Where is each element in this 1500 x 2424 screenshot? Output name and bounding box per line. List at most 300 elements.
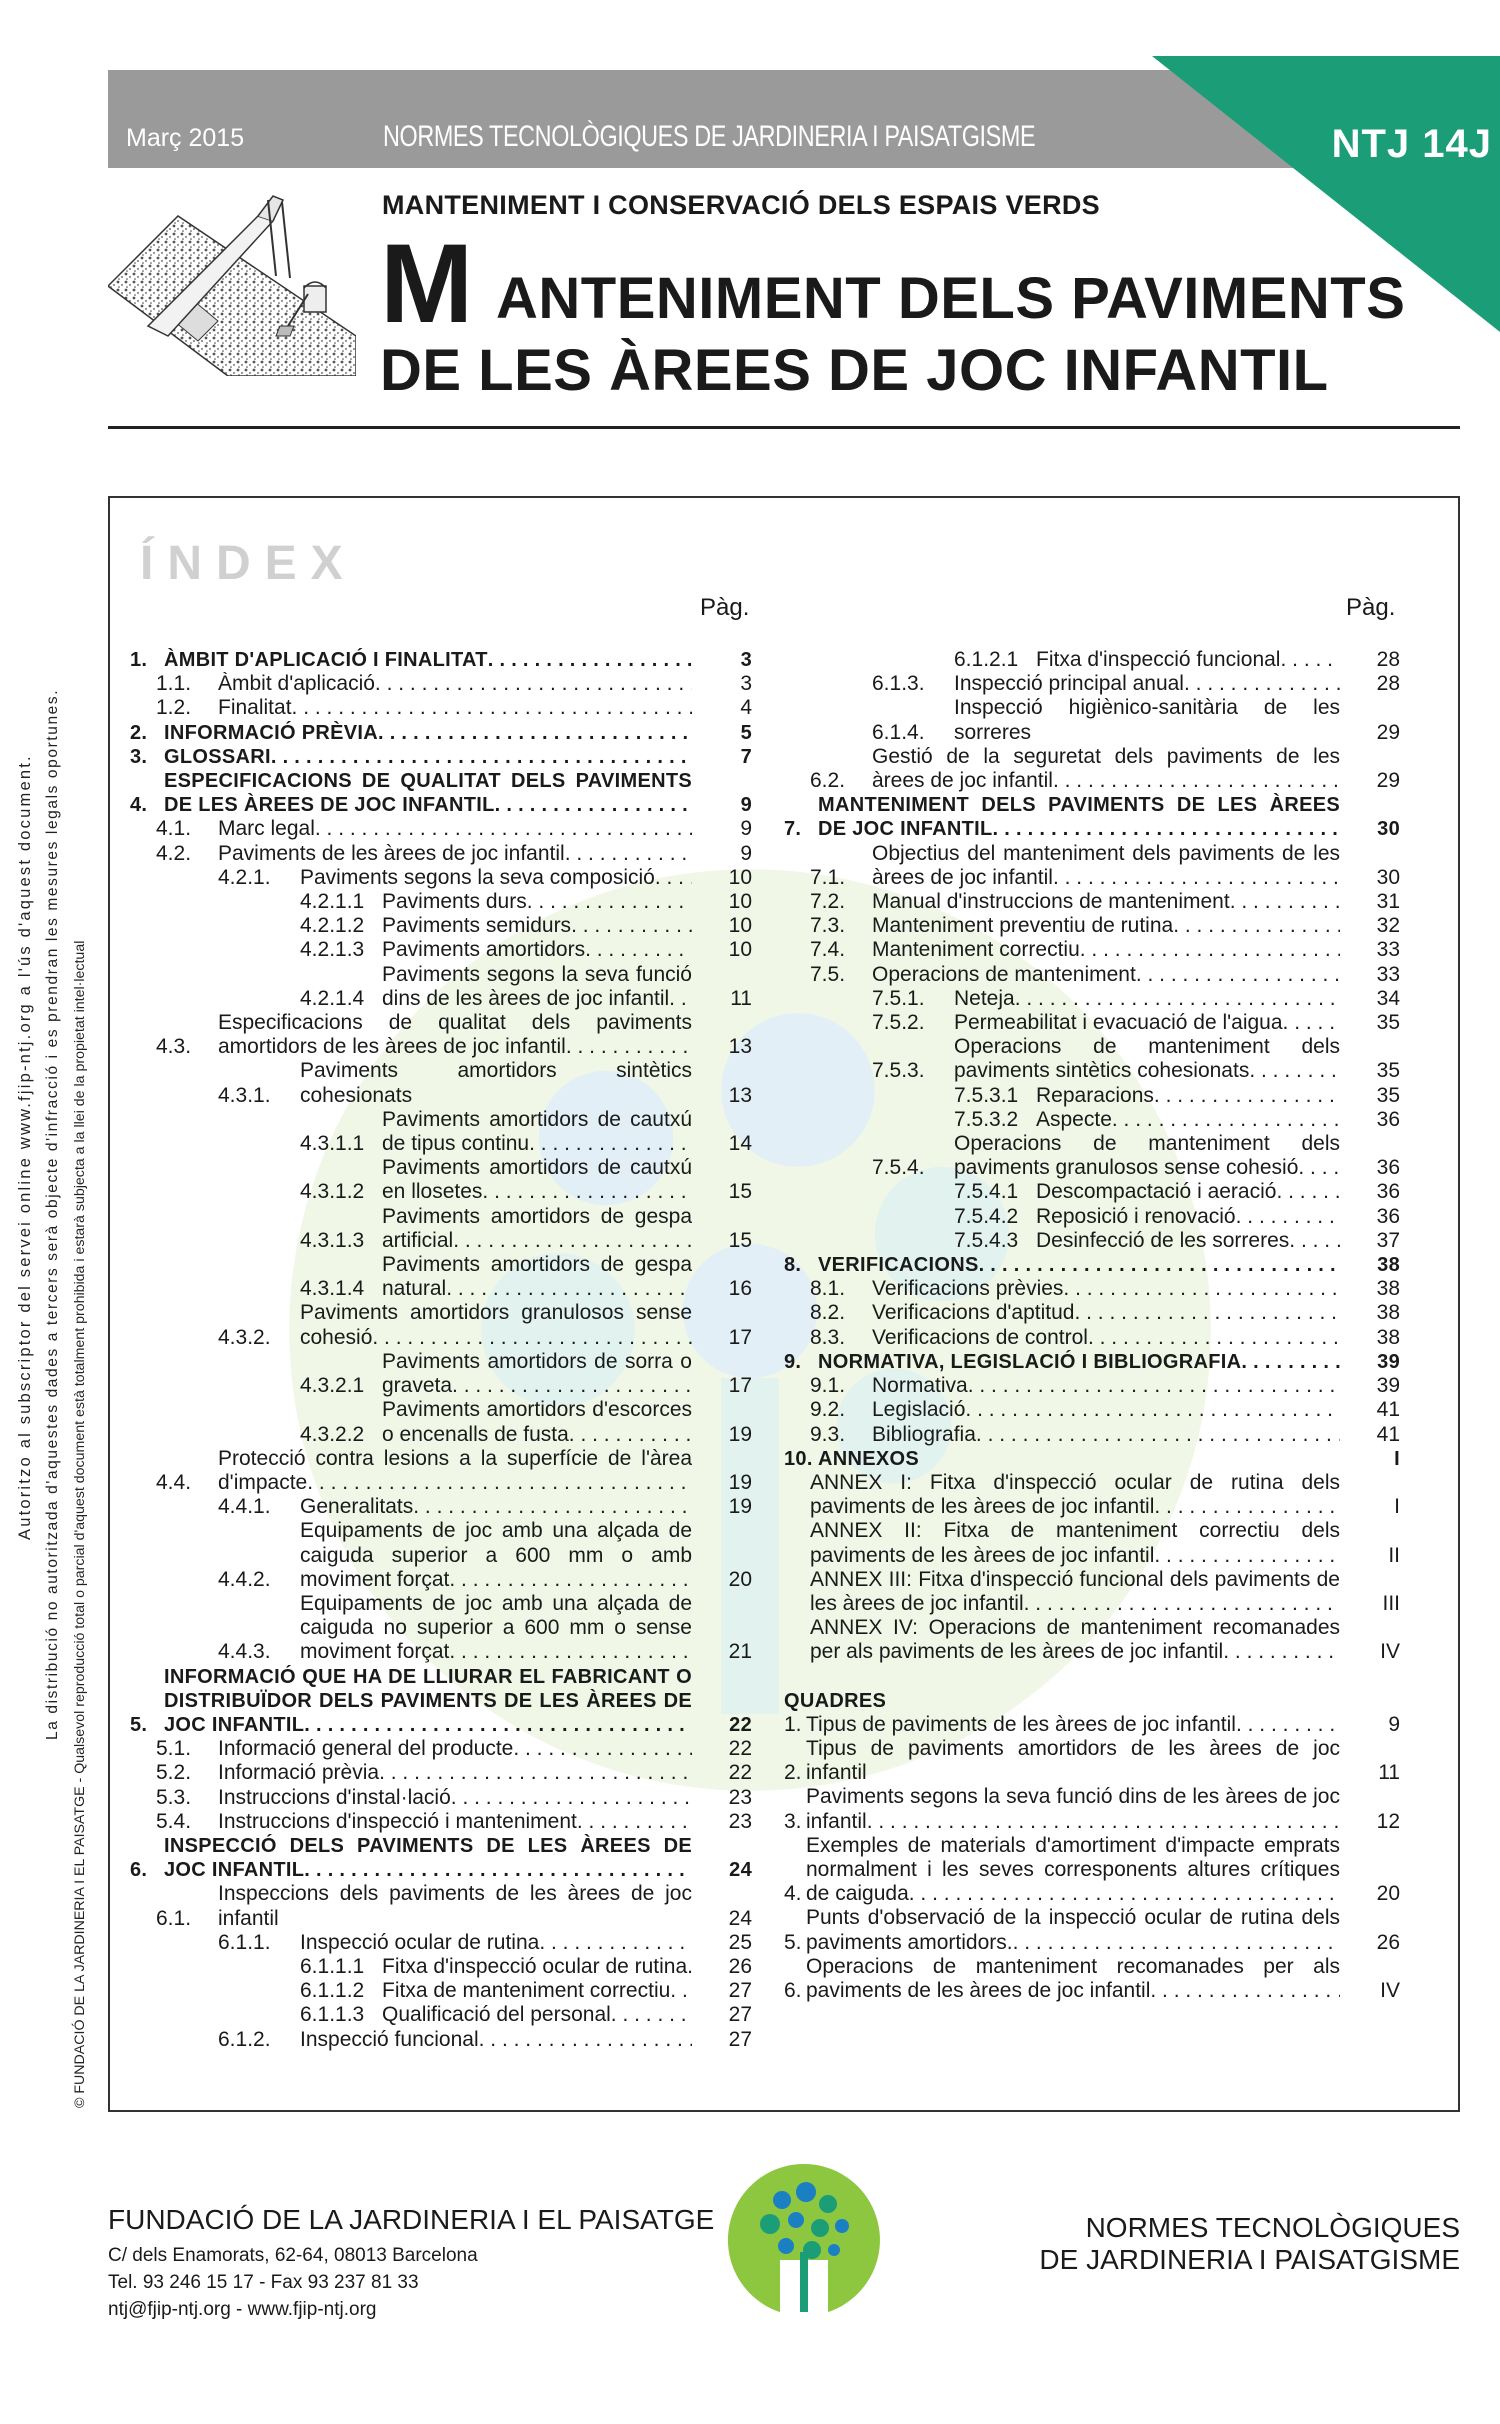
toc-entry-number: 4.3.2.1 xyxy=(300,1374,365,1398)
toc-entry-page: 15 xyxy=(728,1180,752,1204)
toc-entry-number: 7. xyxy=(784,818,802,841)
toc-entry xyxy=(784,1955,1400,2003)
toc-entry-number: 1. xyxy=(130,649,148,671)
toc-entry-page: 26 xyxy=(728,1954,752,1978)
toc-entry-title: Inspecció ocular de rutina . . . xyxy=(300,1931,692,1955)
title-initial: M xyxy=(380,221,474,346)
toc-entry xyxy=(130,914,752,938)
toc-entry xyxy=(784,842,1400,890)
toc-entry xyxy=(130,1761,752,1785)
toc-entry-page: 41 xyxy=(1376,1422,1400,1446)
toc-entry-number: 5.4. xyxy=(156,1809,192,1833)
toc-entry-title: Bibliografia . . . xyxy=(872,1423,1340,1447)
toc-entry xyxy=(784,1253,1400,1277)
toc-entry-title: Inspecció principal anual . . . xyxy=(954,672,1340,696)
toc-entry-title: Paviments amortidors de cautxú en llosetes . . . xyxy=(382,1156,692,1204)
toc-entry xyxy=(130,1205,752,1253)
toc-entry-number: 7.5.2. xyxy=(872,1011,925,1035)
toc-entry-number: 7.5.3.1 xyxy=(954,1083,1019,1107)
toc-entry-number: 6.1.1.2 xyxy=(300,1979,365,2003)
toc-entry-title: Paviments de les àrees de joc infantil . . . xyxy=(218,842,692,866)
toc-entry-number: 4.3. xyxy=(156,1035,192,1059)
toc-entry xyxy=(130,1495,752,1519)
toc-entry-title: Tipus de paviments amortidors de les àrees de joc infantil xyxy=(806,1736,1340,1785)
toc-entry-number: 7.3. xyxy=(810,914,846,938)
toc-entry xyxy=(784,1132,1400,1180)
toc-left-column xyxy=(130,648,752,2052)
toc-entry-number: 7.4. xyxy=(810,938,846,962)
page-column-label-left: Pàg. xyxy=(700,594,750,621)
toc-entry-number: 6. xyxy=(784,1978,802,2002)
toc-entry-page: 7 xyxy=(740,745,752,768)
toc-entry-number: 6.1.3. xyxy=(872,672,925,696)
toc-entry-number: 6.1. xyxy=(156,1906,192,1930)
toc-entry xyxy=(130,2003,752,2027)
toc-entry-page: 20 xyxy=(728,1567,752,1591)
toc-entry xyxy=(784,963,1400,987)
toc-entry-title: Inspecció funcional . . . xyxy=(300,2028,692,2052)
toc-entry xyxy=(130,1592,752,1665)
toc-entry-title: Tipus de paviments de les àrees de joc infantil . . . xyxy=(806,1713,1340,1737)
toc-entry-page: I xyxy=(1394,1495,1400,1519)
playground-slide-illustration xyxy=(108,176,356,376)
toc-entry-title: Qualificació del personal . . . xyxy=(382,2003,692,2027)
toc-entry-title: NORMATIVA, LEGISLACIÓ I BIBLIOGRAFIA . . . xyxy=(818,1350,1340,1374)
norm-code: NTJ 14J xyxy=(1331,122,1492,166)
toc-entry-page: 36 xyxy=(1376,1204,1400,1228)
toc-entry xyxy=(784,1713,1400,1737)
toc-entry xyxy=(130,1519,752,1592)
toc-entry-title: Àmbit d'aplicació . . . xyxy=(218,672,692,696)
side-notice-distribution: La distribució no autoritzada d'aquestes dades a tercers serà objecte d'infracció i es prendran les mesures legals oportunes. xyxy=(44,688,61,1740)
toc-entry xyxy=(130,2028,752,2052)
toc-entry-title: Paviments segons la seva funció dins de les àrees de joc infantil . . . xyxy=(806,1785,1340,1833)
toc-entry xyxy=(784,1374,1400,1398)
toc-entry-title: ANNEX I: Fitxa d'inspecció ocular de rutina dels paviments de les àrees de joc infantil . . . xyxy=(810,1471,1340,1519)
toc-entry-title: Exemples de materials d'amortiment d'impacte emprats normalment i les seves corresponents altures crítiques de caiguda . . . xyxy=(806,1834,1340,1907)
toc-entry-page: 29 xyxy=(1376,769,1400,793)
toc-entry-page: 35 xyxy=(1376,1059,1400,1083)
toc-entry-number: 4.3.1.2 xyxy=(300,1180,365,1204)
toc-entry-number: 8.3. xyxy=(810,1325,846,1349)
toc-entry-title: Manual d'instruccions de manteniment . . . xyxy=(872,890,1340,914)
toc-entry-number: 4.4.1. xyxy=(218,1495,271,1519)
toc-entry-number: 3. xyxy=(130,745,148,768)
toc-entry-title: Gestió de la seguretat dels paviments de les àrees de joc infantil . . . xyxy=(872,745,1340,793)
toc-entry-number: 7.5.3.2 xyxy=(954,1107,1019,1131)
toc-entry-page: 41 xyxy=(1376,1398,1400,1422)
toc-entry-number: 7.5. xyxy=(810,962,846,986)
toc-entry xyxy=(784,672,1400,696)
toc-entry-title: Operacions de manteniment dels paviments sintètics cohesionats . . . xyxy=(954,1035,1340,1083)
toc-entry-title: Normativa . . . xyxy=(872,1374,1340,1398)
toc-entry-title: Paviments amortidors granulosos sense cohesió . . . xyxy=(300,1301,692,1349)
toc-entry-page: 36 xyxy=(1376,1180,1400,1204)
toc-entry xyxy=(784,1205,1400,1229)
toc-entry-title: ANNEX II: Fitxa de manteniment correctiu dels paviments de les àrees de joc infantil . . . xyxy=(810,1519,1340,1567)
toc-entry-number: 1.1. xyxy=(156,672,192,696)
toc-entry-title: Paviments durs . . . xyxy=(382,890,692,914)
toc-entry xyxy=(784,696,1400,744)
toc-entry-title: GLOSSARI . . . xyxy=(164,745,692,769)
toc-entry-page: 23 xyxy=(728,1809,752,1833)
toc-entry-number: 4.4. xyxy=(156,1470,192,1494)
toc-entry-page: 20 xyxy=(1376,1882,1400,1906)
toc-entry-number: 6.1.1.1 xyxy=(300,1954,365,1978)
toc-entry xyxy=(784,1326,1400,1350)
toc-entry-number: 5.2. xyxy=(156,1761,192,1785)
title-line-1: ANTENIMENT DELS PAVIMENTS xyxy=(496,266,1406,331)
toc-entry-number: 4.3.1.1 xyxy=(300,1132,365,1156)
toc-entry-number: 4. xyxy=(130,794,148,817)
toc-entry-number: 6.1.2. xyxy=(218,2027,271,2051)
toc-entry-title: Fitxa d'inspecció ocular de rutina . . . xyxy=(382,1955,692,1979)
toc-entry-title: Objectius del manteniment dels paviments de les àrees de joc infantil . . . xyxy=(872,842,1340,890)
toc-entry-number: 4.2.1.2 xyxy=(300,914,365,938)
toc-entry-title: Marc legal . . . xyxy=(218,817,692,841)
header-divider xyxy=(108,426,1460,429)
toc-entry xyxy=(784,1568,1400,1616)
toc-entry-page: 32 xyxy=(1376,914,1400,938)
toc-entry-page: 37 xyxy=(1376,1228,1400,1252)
toc-entry xyxy=(130,1834,752,1882)
toc-entry-number: 10. xyxy=(784,1447,813,1470)
toc-entry-number: 8.2. xyxy=(810,1301,846,1325)
toc-entry-number: 4.3.1. xyxy=(218,1083,271,1107)
toc-entry xyxy=(130,1737,752,1761)
toc-entry-title: Fitxa d'inspecció funcional . . . xyxy=(1036,648,1340,672)
toc-entry-title: INFORMACIÓ QUE HA DE LLIURAR EL FABRICANT O DISTRIBUÏDOR DELS PAVIMENTS DE LES ÀREES DE JOC INFANTIL . . . xyxy=(164,1665,692,1738)
toc-entry-page: 35 xyxy=(1376,1011,1400,1035)
toc-entry-number: 6.2. xyxy=(810,769,846,793)
side-notice-authorization: Autoritzo al subscriptor del servei online www.fjip-ntj.org a l'ús d'aquest document. xyxy=(16,754,34,1540)
toc-entry-page: 38 xyxy=(1376,1277,1400,1301)
toc-entry xyxy=(130,1059,752,1107)
toc-entry-page: 36 xyxy=(1376,1107,1400,1131)
toc-entry-title: Neteja . . . xyxy=(954,987,1340,1011)
toc-entry-number: 9.2. xyxy=(810,1398,846,1422)
toc-entry-title: Verificacions de control . . . xyxy=(872,1326,1340,1350)
footer-series xyxy=(1039,2212,1460,2276)
toc-entry-number: 7.5.3. xyxy=(872,1059,925,1083)
toc-entry xyxy=(784,1084,1400,1108)
toc-entry-title: Fitxa de manteniment correctiu . . . xyxy=(382,1979,692,2003)
toc-entry-number: 6.1.1. xyxy=(218,1930,271,1954)
toc-entry-number: 5.1. xyxy=(156,1737,192,1761)
toc-entry xyxy=(130,938,752,962)
toc-entry-title: Verificacions prèvies . . . xyxy=(872,1277,1340,1301)
toc-entry-title: Paviments amortidors d'escorces o encenalls de fusta . . . xyxy=(382,1398,692,1446)
toc-entry-number: 1. xyxy=(784,1712,802,1736)
toc-entry-title: Instruccions d'inspecció i manteniment . . . xyxy=(218,1810,692,1834)
toc-entry xyxy=(130,866,752,890)
toc-entry-title: Especificacions de qualitat dels paviments amortidors de les àrees de joc infantil . . . xyxy=(218,1011,692,1059)
toc-entry-number: 4.3.2. xyxy=(218,1325,271,1349)
toc-entry xyxy=(130,1931,752,1955)
toc-entry-page: II xyxy=(1388,1543,1400,1567)
page-column-label-right: Pàg. xyxy=(1346,594,1396,621)
toc-entry xyxy=(784,1423,1400,1447)
toc-entry xyxy=(784,890,1400,914)
toc-entry-page: IV xyxy=(1380,1640,1400,1664)
toc-entry-number: 6.1.2.1 xyxy=(954,648,1019,671)
toc-entry-page: 19 xyxy=(728,1495,752,1519)
toc-entry-page: 27 xyxy=(728,2003,752,2027)
toc-entry xyxy=(130,648,752,672)
toc-entry xyxy=(130,1882,752,1930)
toc-entry-page: 10 xyxy=(728,914,752,938)
toc-entry-number: 6.1.4. xyxy=(872,720,925,744)
toc-entry-title: Informació prèvia . . . xyxy=(218,1761,692,1785)
toc-entry xyxy=(784,1277,1400,1301)
toc-entry-title: Paviments semidurs . . . xyxy=(382,914,692,938)
toc-entry-title: MANTENIMENT DELS PAVIMENTS DE LES ÀREES DE JOC INFANTIL . . . xyxy=(818,793,1340,841)
toc-entry xyxy=(130,721,752,745)
toc-entry xyxy=(784,1398,1400,1422)
footer-web: ntj@fjip-ntj.org - www.fjip-ntj.org xyxy=(108,2299,377,2320)
series-title: NORMES TECNOLÒGIQUES DE JARDINERIA I PAISATGISME xyxy=(383,120,1036,153)
toc-entry-title: Inspecció higiènico-sanitària de les sorreres xyxy=(954,696,1340,744)
toc-entry-number: 4.4.2. xyxy=(218,1567,271,1591)
toc-entry-page: 13 xyxy=(728,1083,752,1107)
toc-entry-number: 4.4.3. xyxy=(218,1640,271,1664)
toc-entry xyxy=(130,1011,752,1059)
toc-entry xyxy=(784,793,1400,841)
footer-series-line-2: DE JARDINERIA I PAISATGISME xyxy=(1039,2244,1460,2275)
toc-entry-page: 4 xyxy=(740,696,752,720)
document-subtitle: MANTENIMENT I CONSERVACIÓ DELS ESPAIS VERDS xyxy=(382,190,1100,220)
toc-entry-number: 7.2. xyxy=(810,890,846,914)
toc-entry xyxy=(784,938,1400,962)
toc-entry-page: 16 xyxy=(728,1277,752,1301)
toc-entry-number: 4.2.1.4 xyxy=(300,986,365,1010)
toc-entry-number: 7.1. xyxy=(810,865,846,889)
toc-entry-page: 28 xyxy=(1376,648,1400,671)
toc-entry xyxy=(130,769,752,817)
toc-entry-title: Paviments amortidors de cautxú de tipus continu . . . xyxy=(382,1108,692,1156)
toc-entry xyxy=(130,672,752,696)
toc-entry-number: 4.2.1.3 xyxy=(300,938,365,962)
toc-entry-page: 36 xyxy=(1376,1156,1400,1180)
toc-entry-title: Aspecte . . . xyxy=(1036,1108,1340,1132)
toc-entry xyxy=(130,1786,752,1810)
toc-entry xyxy=(784,1229,1400,1253)
toc-entry xyxy=(130,1301,752,1349)
toc-entry xyxy=(784,1035,1400,1083)
toc-entry xyxy=(784,1180,1400,1204)
toc-entry-page: 23 xyxy=(728,1785,752,1809)
foundation-logo xyxy=(724,2160,884,2328)
toc-entry xyxy=(130,963,752,1011)
toc-entry-title: Operacions de manteniment recomanades per als paviments de les àrees de joc infantil . . . xyxy=(806,1955,1340,2003)
toc-entry xyxy=(784,987,1400,1011)
toc-entry-title: INSPECCIÓ DELS PAVIMENTS DE LES ÀREES DE JOC INFANTIL . . . xyxy=(164,1834,692,1882)
toc-entry xyxy=(130,817,752,841)
toc-entry xyxy=(784,914,1400,938)
toc-entry-page: 33 xyxy=(1376,938,1400,962)
toc-entry xyxy=(784,648,1400,672)
toc-entry-number: 4.3.1.4 xyxy=(300,1277,365,1301)
toc-entry xyxy=(130,745,752,769)
toc-entry-page: III xyxy=(1382,1591,1400,1615)
toc-entry-page: 5 xyxy=(740,721,752,744)
toc-entry xyxy=(130,1810,752,1834)
toc-entry-page: 13 xyxy=(728,1035,752,1059)
toc-entry-page: 10 xyxy=(728,890,752,914)
toc-entry-title: Manteniment correctiu . . . xyxy=(872,938,1340,962)
toc-entry-title: Instruccions d'instal·lació . . . xyxy=(218,1786,692,1810)
toc-entry-title: Paviments segons la seva composició . . . xyxy=(300,866,692,890)
toc-entry-page: 38 xyxy=(1377,1254,1400,1277)
toc-entry-number: 6. xyxy=(130,1859,148,1882)
toc-entry xyxy=(130,1253,752,1301)
toc-entry-title: Desinfecció de les sorreres . . . xyxy=(1036,1229,1340,1253)
toc-entry-number: 8. xyxy=(784,1254,802,1277)
toc-entry-page: 9 xyxy=(740,841,752,865)
toc-entry xyxy=(130,1350,752,1398)
toc-entry-number: 7.5.4.1 xyxy=(954,1180,1019,1204)
toc-entry-title: INFORMACIÓ PRÈVIA . . . xyxy=(164,721,692,745)
toc-entry-page: 17 xyxy=(728,1325,752,1349)
toc-entry-title: Protecció contra lesions a la superfície de l'àrea d'impacte . . . xyxy=(218,1447,692,1495)
toc-entry-number: 9.1. xyxy=(810,1374,846,1398)
toc-entry-page: 31 xyxy=(1376,890,1400,914)
toc-entry-page: 12 xyxy=(1376,1809,1400,1833)
toc-entry-page: 33 xyxy=(1376,962,1400,986)
toc-entry-title: Verificacions d'aptitud . . . xyxy=(872,1301,1340,1325)
toc-entry-number: 6.1.1.3 xyxy=(300,2003,365,2027)
toc-entry-page: 39 xyxy=(1376,1374,1400,1398)
toc-entry-number: 5. xyxy=(130,1713,148,1736)
toc-entry-page: 3 xyxy=(740,649,752,671)
toc-entry-page: IV xyxy=(1380,1978,1400,2002)
toc-entry-title: Paviments amortidors . . . xyxy=(382,938,692,962)
toc-entry xyxy=(130,890,752,914)
toc-entry-title: Equipaments de joc amb una alçada de caiguda no superior a 600 mm o sense moviment forçat . . . xyxy=(300,1592,692,1665)
toc-entry-number: 4.2.1.1 xyxy=(300,890,365,914)
toc-entry-number: 4.3.2.2 xyxy=(300,1422,365,1446)
toc-entry-number: 2. xyxy=(784,1761,802,1785)
toc-entry-title: Reparacions . . . xyxy=(1036,1084,1340,1108)
toc-entry-title: Paviments amortidors de sorra o graveta . . . xyxy=(382,1350,692,1398)
index-title: ÍNDEX xyxy=(140,537,357,590)
toc-entry-page: 38 xyxy=(1376,1325,1400,1349)
toc-entry-number: 9. xyxy=(784,1350,802,1373)
toc-entry-page: 21 xyxy=(728,1640,752,1664)
toc-entry-page: 15 xyxy=(728,1228,752,1252)
toc-entry-title: ANNEXOS xyxy=(818,1447,920,1470)
toc-entry xyxy=(130,696,752,720)
toc-entry-title: Paviments amortidors de gespa natural . . . xyxy=(382,1253,692,1301)
toc-entry-number: 3. xyxy=(784,1809,802,1833)
toc-entry xyxy=(784,1737,1400,1785)
toc-entry xyxy=(784,1350,1400,1374)
toc-entry-number: 7.5.1. xyxy=(872,986,925,1010)
toc-entry-title: Operacions de manteniment dels paviments granulosos sense cohesió . . . xyxy=(954,1132,1340,1180)
toc-entry-page: 19 xyxy=(728,1422,752,1446)
toc-entry-page: 9 xyxy=(1388,1712,1400,1736)
toc-entry-title: Descompactació i aeració . . . xyxy=(1036,1180,1340,1204)
toc-entry-title: Inspeccions dels paviments de les àrees de joc infantil xyxy=(218,1882,692,1930)
toc-entry-number: 7.5.4.3 xyxy=(954,1228,1019,1252)
toc-entry-number: 4.1. xyxy=(156,817,192,841)
toc-entry-page: 30 xyxy=(1377,818,1400,841)
toc-entry-page: 29 xyxy=(1376,720,1400,744)
toc-entry-title: Generalitats . . . xyxy=(300,1495,692,1519)
toc-entry-page: 22 xyxy=(728,1761,752,1785)
toc-entry-page: 3 xyxy=(740,672,752,696)
toc-entry xyxy=(130,1156,752,1204)
toc-entry-page: 35 xyxy=(1376,1083,1400,1107)
footer-series-line-1: NORMES TECNOLÒGIQUES xyxy=(1085,2212,1460,2243)
toc-entry-page: 38 xyxy=(1376,1301,1400,1325)
title-line-2: DE LES ÀREES DE JOC INFANTIL xyxy=(380,338,1329,403)
toc-entry xyxy=(130,1398,752,1446)
toc-entry-number: 1.2. xyxy=(156,696,192,720)
toc-entry-page: 27 xyxy=(728,1979,752,2003)
toc-entry-page: 39 xyxy=(1377,1350,1400,1373)
toc-entry-title: Equipaments de joc amb una alçada de caiguda superior a 600 mm o amb moviment forçat . . . xyxy=(300,1519,692,1592)
footer-phone: Tel. 93 246 15 17 - Fax 93 237 81 33 xyxy=(108,2272,419,2293)
toc-entry-number: 7.5.4. xyxy=(872,1156,925,1180)
toc-entry-title: Finalitat . . . xyxy=(218,696,692,720)
toc-entry-page: 34 xyxy=(1376,986,1400,1010)
toc-entry-page: 14 xyxy=(728,1132,752,1156)
quadres-title: QUADRES xyxy=(784,1689,887,1712)
toc-entry xyxy=(130,1665,752,1738)
toc-entry-title: Paviments segons la seva funció dins de les àrees de joc infantil . . . xyxy=(382,963,692,1011)
toc-entry-page: 28 xyxy=(1376,672,1400,696)
toc-entry-page: 24 xyxy=(728,1906,752,1930)
toc-entry xyxy=(784,1471,1400,1519)
toc-entry xyxy=(784,1616,1400,1664)
toc-entry-page: 11 xyxy=(730,986,752,1010)
toc-entry-page: 30 xyxy=(1376,865,1400,889)
toc-entry-title: ÀMBIT D'APLICACIÓ I FINALITAT . . . xyxy=(164,648,692,672)
footer-address: C/ dels Enamorats, 62-64, 08013 Barcelona xyxy=(108,2245,478,2266)
footer-organization: FUNDACIÓ DE LA JARDINERIA I EL PAISATGE xyxy=(108,2204,715,2235)
toc-entry-page: I xyxy=(1394,1447,1400,1470)
toc-entry-page: 24 xyxy=(729,1859,752,1882)
toc-entry-number: 5. xyxy=(784,1930,802,1954)
toc-entry xyxy=(784,1834,1400,1907)
toc-right-column xyxy=(784,648,1400,2003)
toc-entry-page: 10 xyxy=(728,865,752,889)
toc-entry-page: 11 xyxy=(1378,1761,1400,1785)
toc-entry-title: Paviments amortidors de gespa artificial . . . xyxy=(382,1205,692,1253)
toc-entry xyxy=(784,1447,1400,1471)
toc-entry-title: Punts d'observació de la inspecció ocular de rutina dels paviments amortidors. . . . xyxy=(806,1906,1340,1954)
toc-entry-page: 26 xyxy=(1376,1930,1400,1954)
toc-entry-page: 22 xyxy=(729,1713,752,1736)
toc-entry-page: 19 xyxy=(728,1470,752,1494)
toc-entry-number: 4.2. xyxy=(156,841,192,865)
toc-entry-page: 9 xyxy=(740,794,752,817)
toc-entry xyxy=(784,1906,1400,1954)
toc-entry-title: Operacions de manteniment . . . xyxy=(872,963,1340,987)
toc-entry-title: Paviments amortidors sintètics cohesionats xyxy=(300,1059,692,1107)
toc-entry xyxy=(784,745,1400,793)
side-notice-copyright: © FUNDACIÓ DE LA JARDINERIA I EL PAISATGE - Qualsevol reproducció total o parcial d'aquest document està totalment prohibida i estarà subjecta a la llei de la propietat intel·lectual xyxy=(72,940,88,2108)
toc-entry-title: Permeabilitat i evacuació de l'aigua . . . xyxy=(954,1011,1340,1035)
toc-entry-page: 9 xyxy=(740,817,752,841)
toc-entry-number: 4.3.1.3 xyxy=(300,1228,365,1252)
toc-entry-title: ESPECIFICACIONS DE QUALITAT DELS PAVIMENTS DE LES ÀREES DE JOC INFANTIL . . . xyxy=(164,769,692,817)
toc-entry xyxy=(784,1301,1400,1325)
toc-entry-title: Manteniment preventiu de rutina . . . xyxy=(872,914,1340,938)
toc-entry-title: VERIFICACIONS . . . xyxy=(818,1253,1340,1277)
toc-entry xyxy=(130,1955,752,1979)
